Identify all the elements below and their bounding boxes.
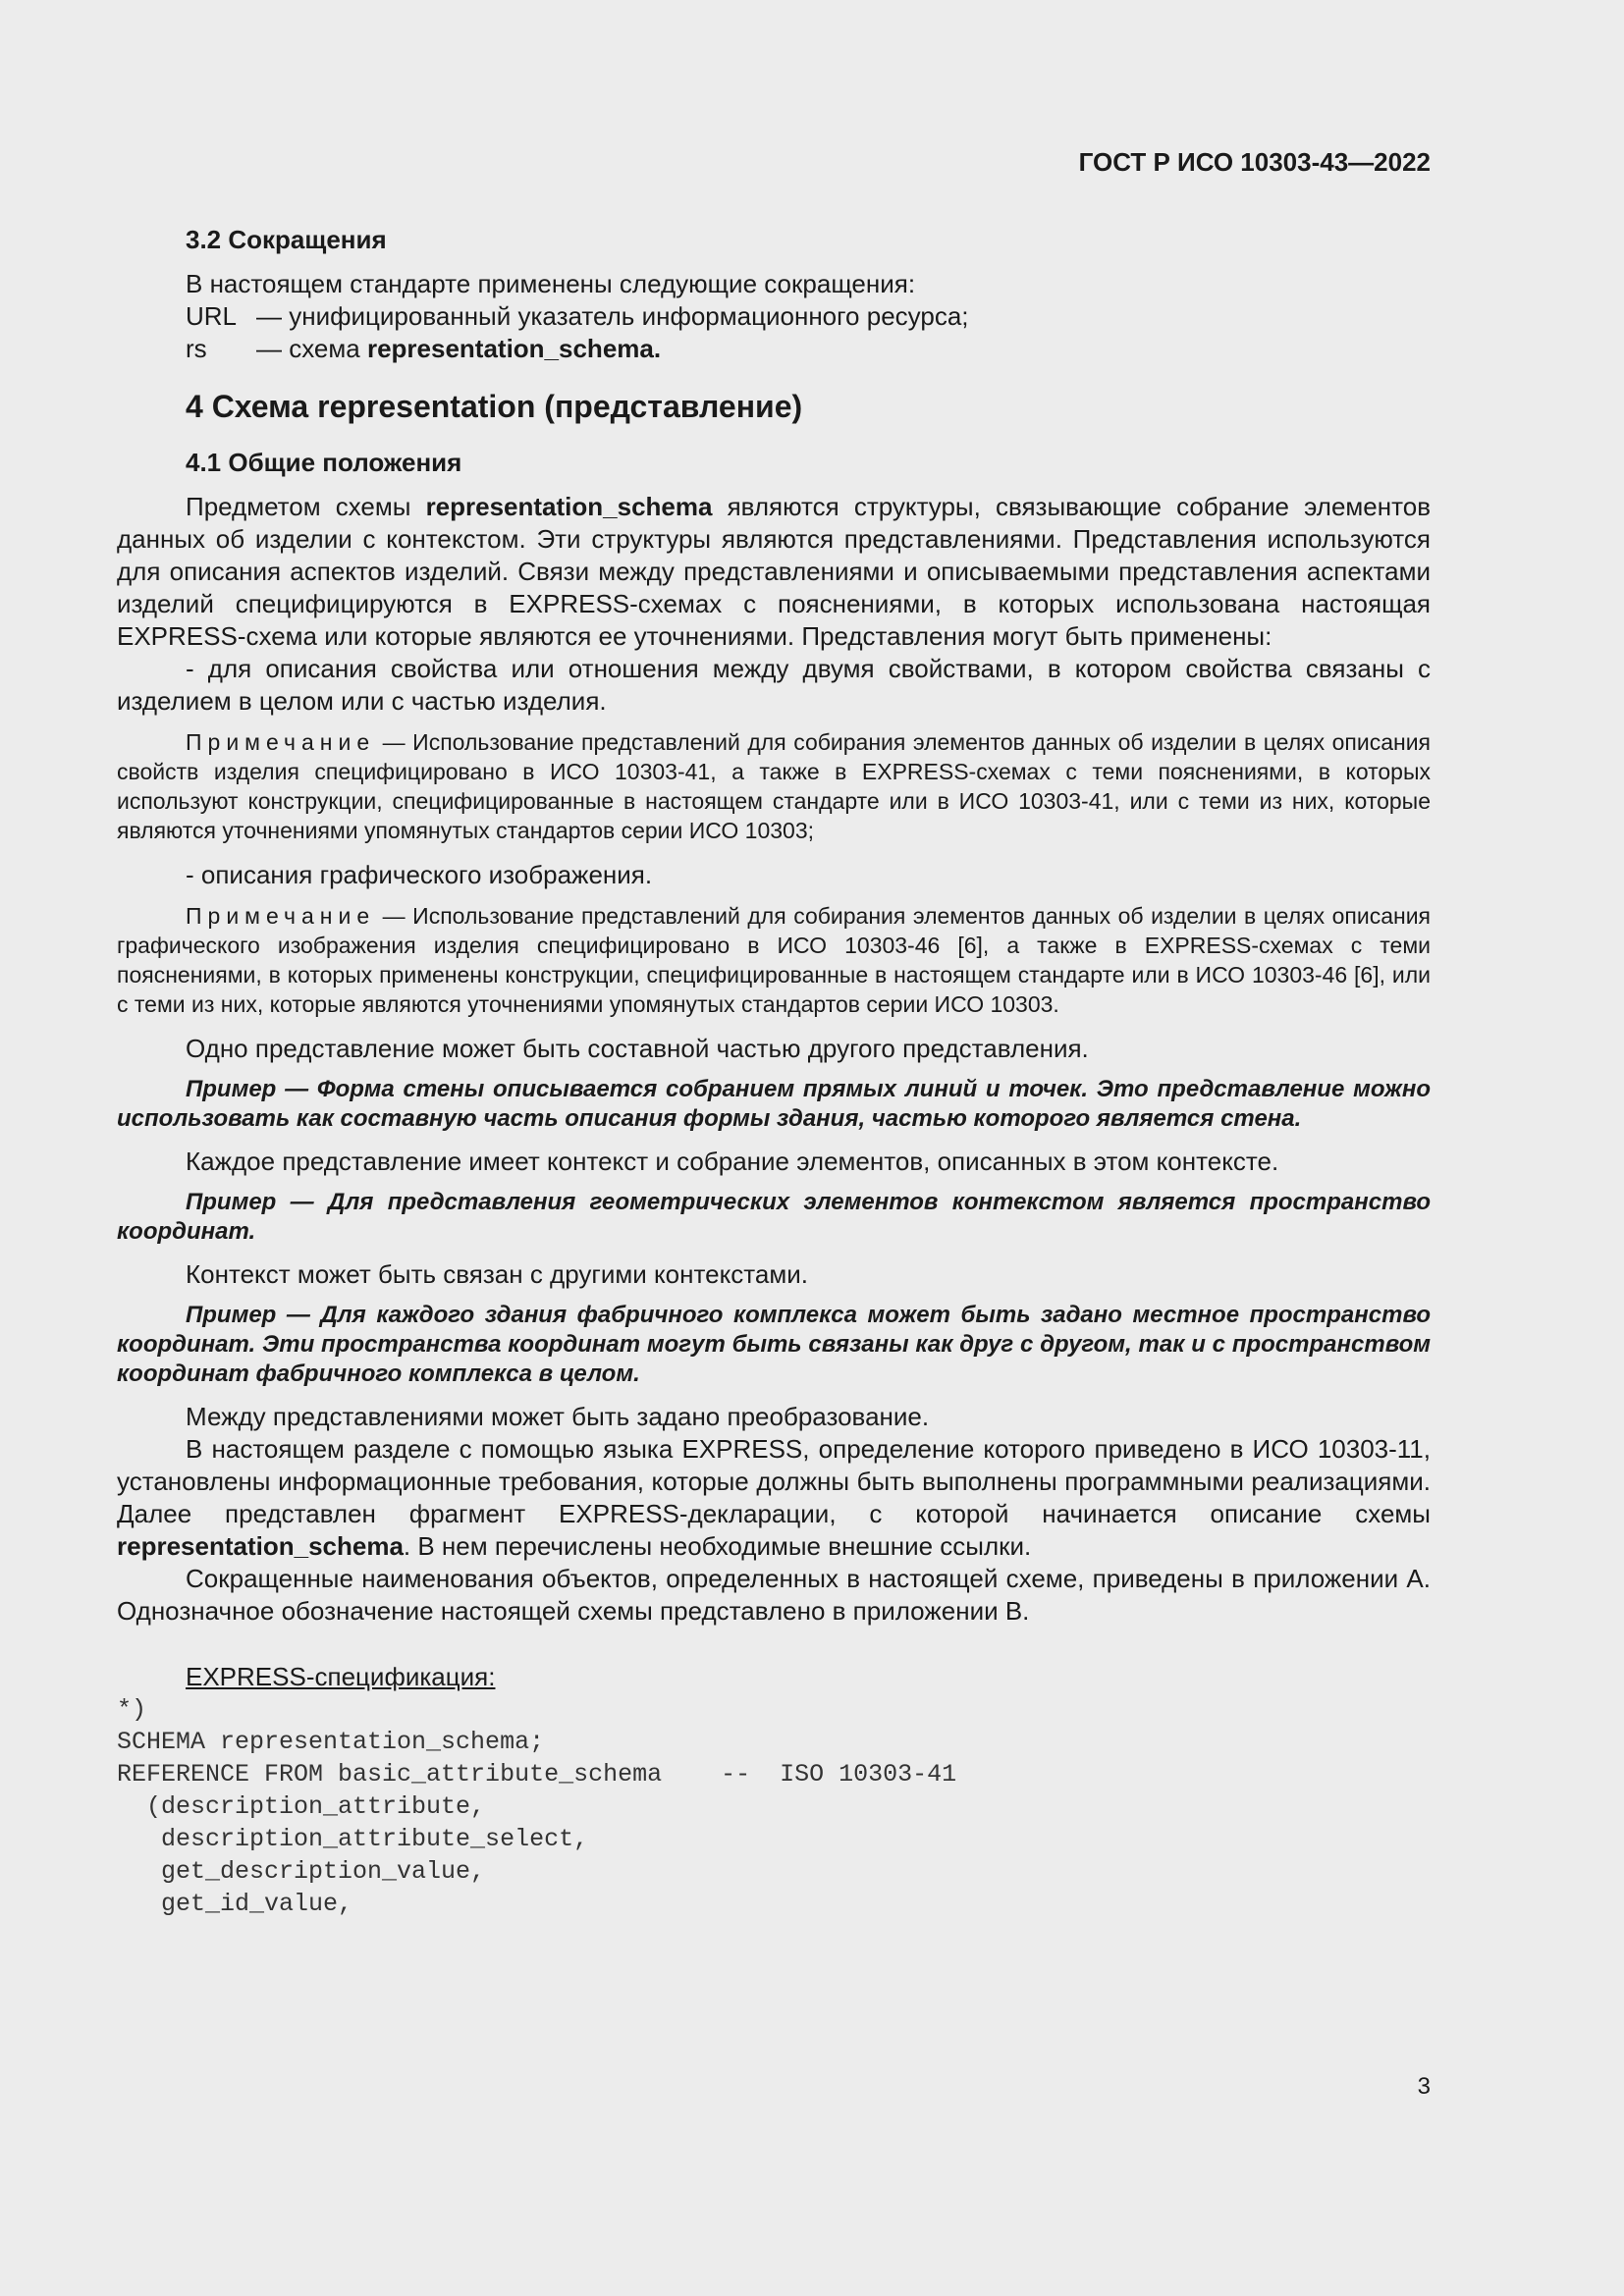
paragraph: Сокращенные наименования объектов, определенных в настоящей схеме, приведены в приложении А. Однозначное обозначение настоящей схемы представлено в приложении В. xyxy=(117,1564,1431,1626)
code-line: SCHEMA representation_schema; xyxy=(117,1728,545,1756)
page-number: 3 xyxy=(1417,2073,1431,2100)
express-spec-title: EXPRESS-спецификация: xyxy=(186,1662,496,1691)
section-4-1-heading: 4.1 Общие положения xyxy=(186,448,462,477)
standard-designation: ГОСТ Р ИСО 10303-43—2022 xyxy=(1078,147,1431,177)
abbreviation-definition: — схема representation_schema. xyxy=(256,334,662,363)
abbreviation-term: URL xyxy=(186,301,238,331)
abbreviations-intro: В настоящем стандарте применены следующие сокращения: xyxy=(186,269,916,298)
code-line: description_attribute_select, xyxy=(117,1825,589,1853)
example: Пример — Для каждого здания фабричного комплекса может быть задано местное пространство координат. Эти пространства координат могут быть связаны как друг с другом, так и с пространством координат фабричного комплекса в целом. xyxy=(117,1302,1431,1387)
abbreviation-term: rs xyxy=(186,334,207,363)
section-4-heading: 4 Схема representation (представление) xyxy=(186,389,803,424)
section-3-2-heading: 3.2 Сокращения xyxy=(186,225,387,254)
paragraph: Каждое представление имеет контекст и собрание элементов, описанных в этом контексте. xyxy=(186,1147,1279,1176)
abbreviation-definition: — унифицированный указатель информационного ресурса; xyxy=(256,301,969,331)
code-line: get_description_value, xyxy=(117,1857,486,1886)
paragraph: Одно представление может быть составной частью другого представления. xyxy=(186,1034,1089,1063)
code-line: (description_attribute, xyxy=(117,1792,486,1821)
code-line: REFERENCE FROM basic_attribute_schema -- ISO 10303-41 xyxy=(117,1760,957,1789)
abbreviation-row xyxy=(186,333,1431,365)
example: Пример — Для представления геометрических элементов контекстом является пространство координат. xyxy=(117,1189,1431,1245)
abbreviation-row xyxy=(186,300,1431,333)
example: Пример — Форма стены описывается собранием прямых линий и точек. Это представление можно использовать как составную часть описания формы здания, частью которого является стена. xyxy=(117,1076,1431,1132)
code-line: *) xyxy=(117,1695,147,1724)
page-content xyxy=(117,224,1431,1920)
paragraph: Предметом схемы representation_schema являются структуры, связывающие собрание элементов данных об изделии с контекстом. Эти структуры являются представлениями. Представления используются для описания аспектов изделий. Связи между представлениями и описываемыми представления аспектами изделий специфицируются в EXPRESS-схемах с пояснениями, в которых использована настоящая EXPRESS-схема или которые являются ее уточнениями. Представления могут быть применены: xyxy=(117,492,1432,651)
paragraph: Контекст может быть связан с другими контекстами. xyxy=(186,1259,808,1289)
list-item: - описания графического изображения. xyxy=(186,860,653,889)
note: Примечание — Использование представлений для собирания элементов данных об изделии в целях описания графического изображения изделия специфицировано в ИСО 10303-46 [6], а также в EXPRESS-схемах с теми пояснениями, в которых применены конструкции, специфицированные в настоящем стандарте или в ИСО 10303-46 [6], или с теми из них, которые являются уточнениями упомянутых стандартов серии ИСО 10303. xyxy=(117,903,1431,1017)
paragraph: Между представлениями может быть задано преобразование. xyxy=(186,1402,930,1431)
code-line: get_id_value, xyxy=(117,1890,353,1918)
note: Примечание — Использование представлений для собирания элементов данных об изделии в целях описания свойств изделия специфицировано в ИСО 10303-41, а также в EXPRESS-схемах с теми пояснениями, в которых используют конструкции, специфицированные в настоящем стандарте или в ИСО 10303-41, или с теми из них, которые являются уточнениями упомянутых стандартов серии ИСО 10303; xyxy=(117,729,1431,843)
list-item: - для описания свойства или отношения между двумя свойствами, в котором свойства связаны с изделием в целом или с частью изделия. xyxy=(117,654,1431,716)
paragraph: В настоящем разделе с помощью языка EXPRESS, определение которого приведено в ИСО 10303-11, установлены информационные требования, которые должны быть выполнены программными реализациями. Далее представлен фрагмент EXPRESS-декларации, с которой начинается описание схемы representation_schema. В нем перечислены необходимые внешние ссылки. xyxy=(117,1434,1431,1561)
